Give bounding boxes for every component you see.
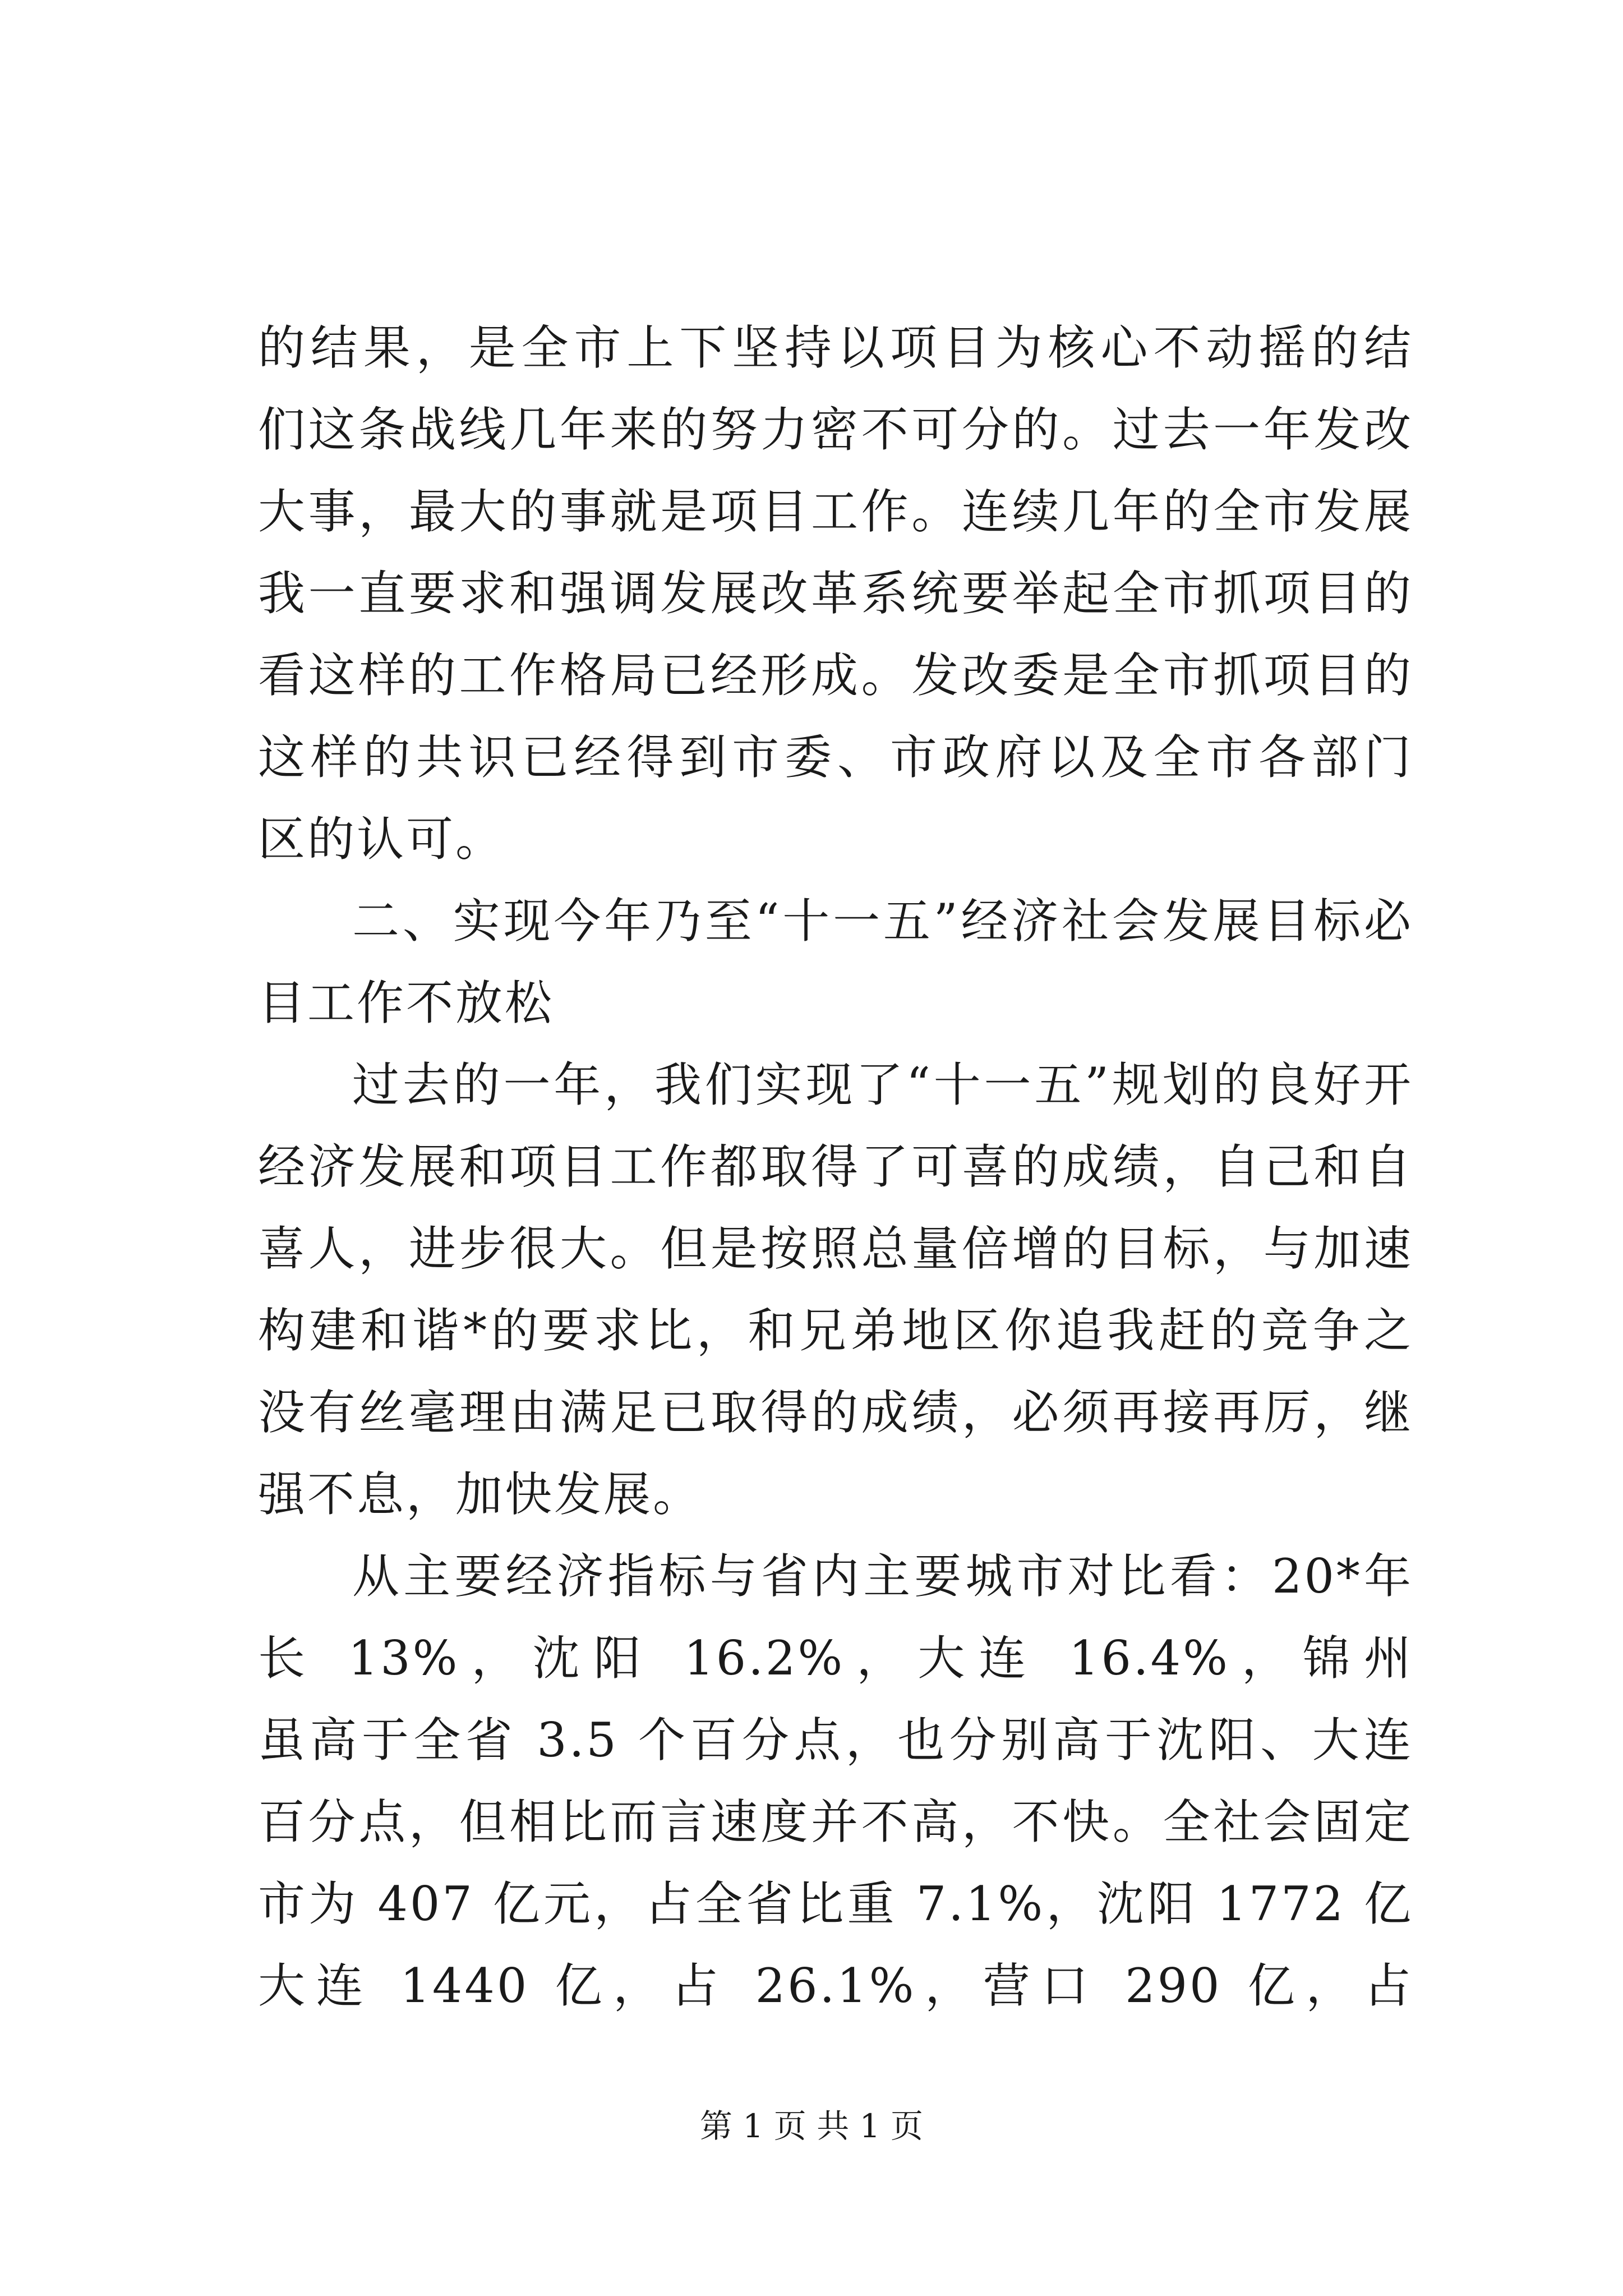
text-line: 喜人，进步很大。但是按照总量倍增的目标，与加速 (258, 1221, 1413, 1276)
text-line: 强不息，加快发展。 (258, 1467, 703, 1522)
page-footer: 第 1 页 共 1 页 (700, 2107, 923, 2145)
text-line: 从主要经济指标与省内主要城市对比看：20*年 (352, 1549, 1413, 1604)
text-line: 大连 1440 亿，占 26.1%，营口 290 亿，占 (258, 1958, 1413, 2013)
text-line: 这样的共识已经得到市委、市政府以及全市各部门 (258, 730, 1413, 785)
text-line: 百分点，但相比而言速度并不高，不快。全社会固定 (258, 1795, 1413, 1849)
text-line: 过去的一年，我们实现了“十一五”规划的良好开 (352, 1057, 1413, 1112)
text-line: 大事，最大的事就是项目工作。连续几年的全市发展 (258, 484, 1413, 539)
text-line: 我一直要求和强调发展改革系统要举起全市抓项目的 (258, 566, 1413, 621)
text-line: 虽高于全省 3.5 个百分点，也分别高于沈阳、大连 (258, 1713, 1413, 1768)
section-heading-line: 目工作不放松 (258, 976, 555, 1030)
text-line: 经济发展和项目工作都取得了可喜的成绩，自己和自 (258, 1139, 1413, 1194)
text-line: 构建和谐*的要求比，和兄弟地区你追我赶的竞争之 (258, 1303, 1413, 1358)
text-line: 看这样的工作格局已经形成。发改委是全市抓项目的 (258, 648, 1413, 703)
text-line: 的结果，是全市上下坚持以项目为核心不动摇的结 (258, 320, 1413, 375)
text-line: 市为 407 亿元，占全省比重 7.1%，沈阳 1772 亿 (258, 1876, 1413, 1931)
text-line: 们这条战线几年来的努力密不可分的。过去一年发改 (258, 402, 1413, 457)
text-line: 没有丝毫理由满足已取得的成绩，必须再接再厉，继 (258, 1385, 1413, 1440)
text-line: 区的认可。 (258, 812, 505, 867)
text-line: 长 13%，沈阳 16.2%，大连 16.4%，锦州 (258, 1631, 1413, 1686)
section-heading-line: 二、实现今年乃至“十一五”经济社会发展目标必 (352, 894, 1413, 949)
